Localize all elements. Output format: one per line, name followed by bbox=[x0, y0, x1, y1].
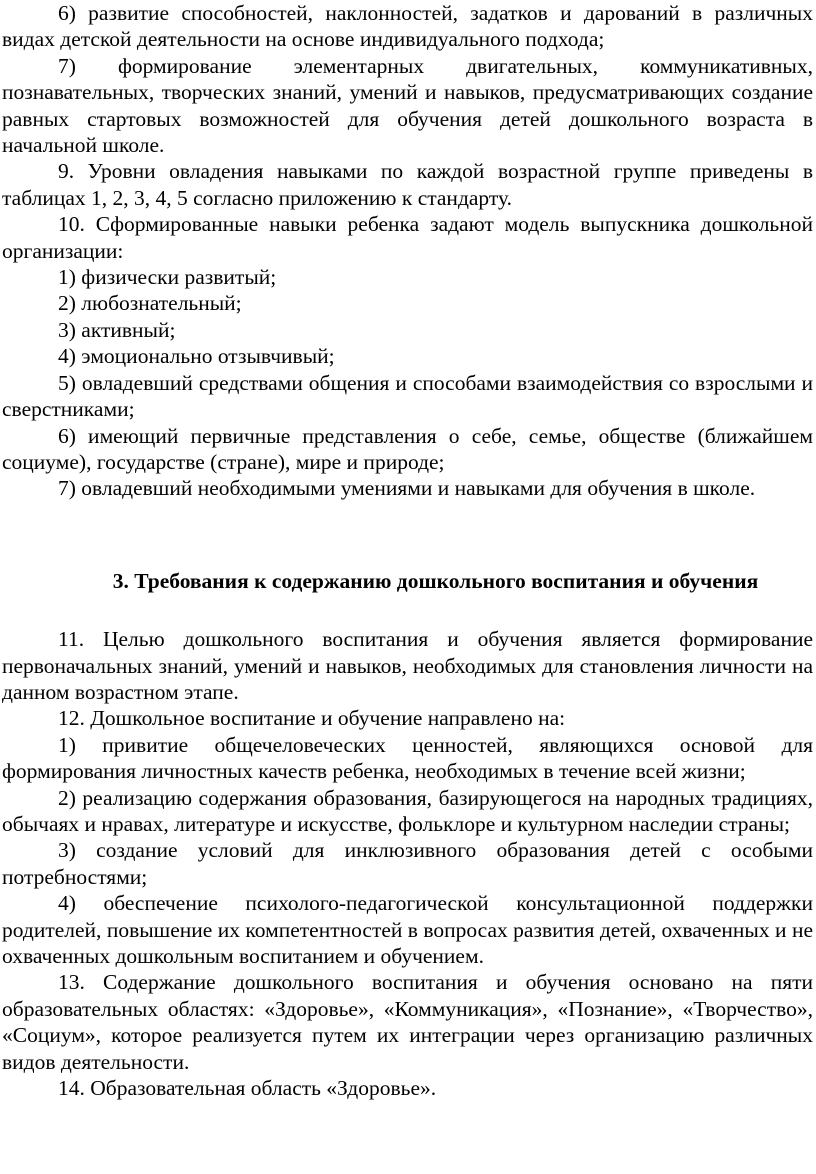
paragraph: 7) формирование элементарных двигательных, коммуникативных, познавательных, творческих знаний, умений и навыков, предусматривающих создание равных стартовых возможностей для обучения детей дошкольного возраста в начальной школе. bbox=[2, 53, 813, 158]
list-item: 2) любознательный; bbox=[58, 291, 242, 316]
paragraph: 6) развитие способностей, наклонностей, задатков и дарований в различных видах детской деятельности на основе индивидуального подхода; bbox=[2, 1, 813, 52]
list-item: 3) создание условий для инклюзивного образования детей с особыми потребностями; bbox=[2, 838, 813, 889]
paragraph: 11. Целью дошкольного воспитания и обучения является формирование первоначальных знаний, умений и навыков, необходимых для становления личности на данном возрастном этапе. bbox=[2, 627, 813, 704]
list-item: 5) овладевший средствами общения и способами взаимодействия со взрослыми и сверстниками; bbox=[2, 370, 813, 422]
list-item: 6) имеющий первичные представления о себе, семье, обществе (ближайшем социуме), государстве (стране), мире и природе; bbox=[2, 423, 813, 474]
list-item: 4) эмоционально отзывчивый; bbox=[58, 344, 335, 369]
paragraph: 10. Сформированные навыки ребенка задают модель выпускника дошкольной организации: bbox=[2, 212, 813, 263]
spacer bbox=[2, 594, 813, 626]
list-item: 1) привитие общечеловеческих ценностей, являющихся основой для формирования личностных качеств ребенка, необходимых в течение всей жизни; bbox=[2, 732, 813, 784]
paragraph: 13. Содержание дошкольного воспитания и обучения основано на пяти образовательных областях: «Здоровье», «Коммуникация», «Познание», «Творчество», «Социум», которое реализуется путем их интеграции через организацию различных видов деятельности. bbox=[2, 970, 813, 1074]
list-item: 4) обеспечение психолого-педагогической консультационной поддержки родителей, повышение их компетентностей в вопросах развития детей, охваченных и не охваченных дошкольным воспитанием и обучением. bbox=[2, 891, 813, 968]
paragraph: 12. Дошкольное воспитание и обучение направлено на: bbox=[58, 706, 566, 731]
list-item: 3) активный; bbox=[58, 317, 176, 342]
section-heading: 3. Требования к содержанию дошкольного воспитания и обучения bbox=[112, 568, 759, 593]
list-item: 2) реализацию содержания образования, базирующегося на народных традициях, обычаях и нравах, литературе и искусстве, фольклоре и культурном наследии страны; bbox=[2, 785, 813, 836]
spacer bbox=[2, 502, 813, 568]
list-item: 1) физически развитый; bbox=[58, 265, 277, 290]
paragraph: 14. Образовательная область «Здоровье». bbox=[58, 1076, 437, 1101]
paragraph: 9. Уровни овладения навыками по каждой возрастной группе приведены в таблицах 1, 2, 3, 4, 5 согласно приложению к стандарту. bbox=[2, 159, 813, 210]
list-item: 7) овладевший необходимыми умениями и навыками для обучения в школе. bbox=[58, 476, 756, 501]
